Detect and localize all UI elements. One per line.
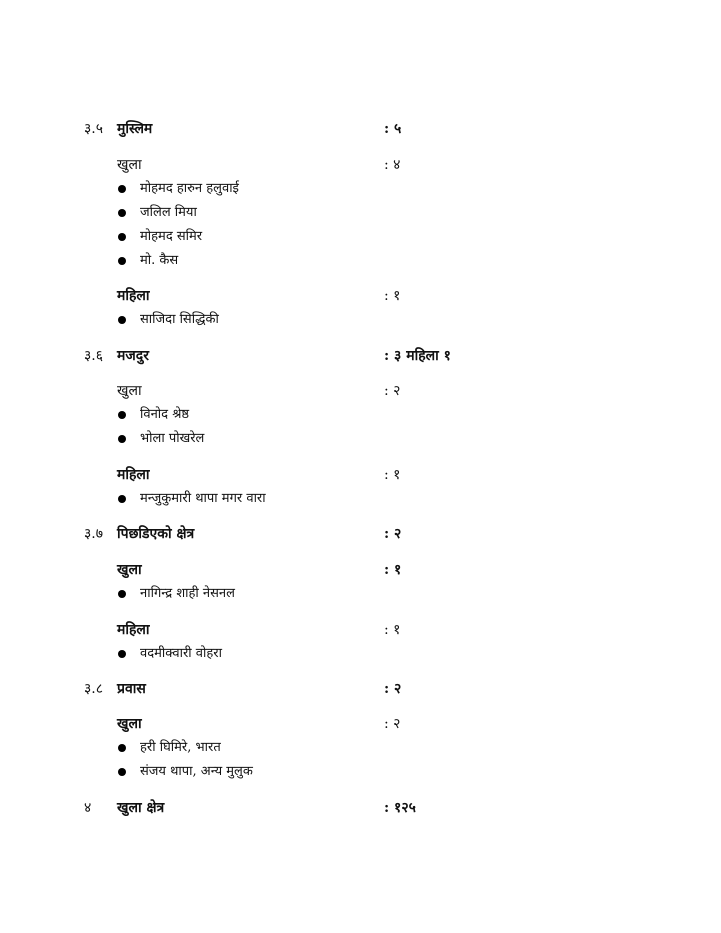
list-item [0, 761, 721, 783]
group-label: महिला [117, 288, 150, 304]
group-count: : १ [384, 562, 402, 578]
bullet-icon [118, 495, 126, 503]
member-name: संजय थापा, अन्य मुलुक [140, 764, 253, 779]
section-heading [0, 678, 721, 700]
list-item [0, 309, 721, 331]
member-name: नागिन्द्र शाही नेसनल [140, 586, 235, 601]
bullet-icon [118, 768, 126, 776]
member-name: मोहमद हारुन हलुवाई [140, 181, 239, 196]
section-count: : ५ [384, 121, 402, 137]
list-item [0, 737, 721, 759]
section-title: पिछडिएको क्षेत्र [117, 526, 195, 542]
section-number: ४ [84, 800, 92, 816]
section-heading [0, 118, 721, 140]
bullet-icon [118, 590, 126, 598]
list-item [0, 428, 721, 450]
member-name: वदमीक्वारी वोहरा [140, 646, 222, 661]
group-label: महिला [117, 467, 150, 483]
member-name: जलिल मिया [140, 205, 197, 220]
group-count: : २ [384, 716, 401, 732]
section-count: : २ [384, 681, 402, 697]
group-heading [0, 713, 721, 735]
member-name: भोला पोखरेल [140, 431, 205, 446]
group-heading [0, 380, 721, 402]
group-label: खुला [117, 383, 142, 399]
group-count: : १ [384, 467, 401, 483]
list-item [0, 643, 721, 665]
section-title: मजदुर [117, 348, 149, 364]
section-count: : १२५ [384, 800, 416, 816]
bullet-icon [118, 257, 126, 265]
group-count: : २ [384, 383, 401, 399]
section-heading [0, 797, 721, 819]
section-count: : २ [384, 526, 402, 542]
bullet-icon [118, 316, 126, 324]
list-item [0, 178, 721, 200]
section-number: ३.७ [84, 526, 104, 542]
list-item [0, 250, 721, 272]
section-heading [0, 345, 721, 367]
bullet-icon [118, 650, 126, 658]
group-heading [0, 464, 721, 486]
group-label: खुला [117, 157, 142, 173]
section-number: ३.५ [84, 121, 104, 137]
section-heading [0, 523, 721, 545]
section-count: : ३ महिला १ [384, 348, 451, 364]
group-label: महिला [117, 622, 150, 638]
group-heading [0, 285, 721, 307]
group-count: : ४ [384, 157, 401, 173]
bullet-icon [118, 744, 126, 752]
list-item [0, 583, 721, 605]
bullet-icon [118, 233, 126, 241]
bullet-icon [118, 185, 126, 193]
group-label: खुला [117, 716, 142, 732]
group-count: : १ [384, 622, 401, 638]
list-item [0, 226, 721, 248]
bullet-icon [118, 411, 126, 419]
member-name: मन्जुकुमारी थापा मगर वारा [140, 491, 266, 506]
list-item [0, 404, 721, 426]
section-title: प्रवास [117, 681, 146, 697]
bullet-icon [118, 209, 126, 217]
list-item [0, 488, 721, 510]
member-name: हरी घिमिरे, भारत [140, 740, 221, 755]
list-item [0, 202, 721, 224]
section-number: ३.८ [84, 681, 104, 697]
bullet-icon [118, 435, 126, 443]
member-name: मोहमद समिर [140, 229, 203, 244]
group-heading [0, 619, 721, 641]
section-title: खुला क्षेत्र [117, 800, 165, 816]
section-number: ३.६ [84, 348, 104, 364]
group-heading [0, 154, 721, 176]
group-count: : १ [384, 288, 401, 304]
member-name: विनोद श्रेष्ठ [140, 407, 190, 422]
group-heading [0, 559, 721, 581]
section-title: मुस्लिम [117, 121, 153, 137]
member-name: साजिदा सिद्धिकी [140, 312, 219, 327]
member-name: मो. कैस [140, 253, 179, 268]
group-label: खुला [117, 562, 142, 578]
